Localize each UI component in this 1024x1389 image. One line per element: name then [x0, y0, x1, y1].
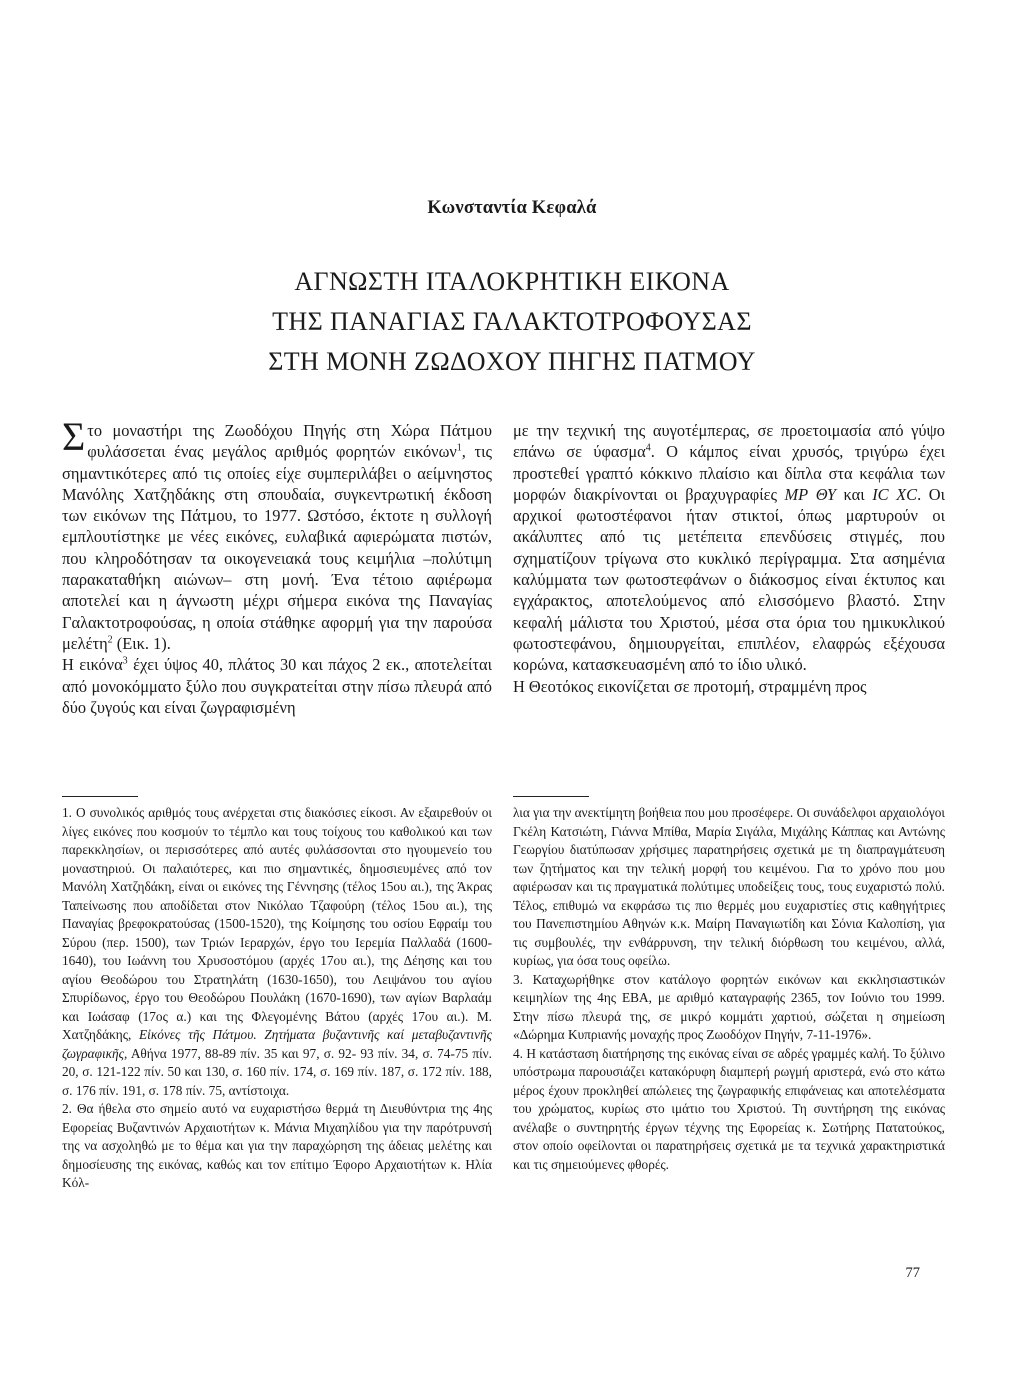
body-text: , τις σημαντικότερες από τις οποίες είχε συμπεριλάβει ο αείμνηστος Μανόλης Χατζηδάκης στη σπουδαία, συγκεντρωτική έκδοση των εικόνων της Πάτμου, το 1977. Ωστόσο, έκτοτε η συλλογή εμπλουτίστηκε με νέες εικόνες, ευλαβικά αφιερώματα πιστών, που κληροδότησαν τα οικογενειακά τους κειμήλια –πολύτιμη παρακαταθήκη αιώνων– στη μονή. Ένα τέτοιο αφιέρωμα αποτελεί και η άγνωστη μέχρι σήμερα εικόνα της Παναγίας Γαλακτοτροφούσας, η οποία στάθηκε αφορμή για την παρούσα μελέτη: [62, 442, 492, 653]
title-line-2: ΤΗΣ ΠΑΝΑΓΙΑΣ ΓΑΛΑΚΤΟΤΡΟΦΟΥΣΑΣ: [272, 307, 752, 336]
body-column-left: [62, 414, 492, 718]
footnote-4: 4. Η κατάσταση διατήρησης της εικόνας είναι σε αδρές γραμμές καλή. Το ξύλινο υπόστρωμα παρουσιάζει κατακόρυφη διαμπερή ρωγμή αριστερά, ενώ στο κάτω μέρος έχουν προκληθεί απώλειες της ζωγραφικής επιφάνειας και αποτελέσματα του χρώματος, κυρίως στο ιμάτιο του Χριστού. Τη συντήρηση της εικόνας ανέλαβε ο συντηρητής έργων τέχνης της Εφορείας κ. Σωτήρης Πατατούκος, στον οποίο οφείλονται οι παρατηρήσεις σχετικά με τα τεχνικά χαρακτηριστικά και τις σημειούμενες φθορές.: [513, 1045, 945, 1172]
body-column-right: [513, 420, 945, 697]
body-text: (Εικ. 1).: [112, 633, 171, 653]
body-text: . Ο κάμπος είναι χρυσός, τριγύρω έχει προστεθεί γραπτό κόκκινο πλαίσιο και δίπλα στα κεφάλια των μορφών διακρίνονται οι βραχυγραφίες: [513, 442, 945, 504]
footnotes-column-left: [62, 804, 492, 1193]
title-line-3: ΣΤΗ ΜΟΝΗ ΖΩΔΟΧΟΥ ΠΗΓΗΣ ΠΑΤΜΟΥ: [268, 347, 756, 376]
body-text: έχει ύψος 40, πλάτος 30 και πάχος 2 εκ., αποτελείται από μονοκόμματο ξύλο που συγκρατείται στην πίσω πλευρά από δύο ζυγούς και είναι ζωγραφισμένη: [62, 655, 492, 717]
body-text: . Οι αρχικοί φωτοστέφανοι ήταν στικτοί, όπως μαρτυρούν οι ακάλυπτες από τις μετέπειτα επενδύσεις στιγμές, που σχηματίζουν τρίγωνα στο κυκλικό περίγραμμα. Στα ασημένια καλύμματα των φωτοστεφάνων ο διάκοσμος είναι έκτυπος και εγχάρακτος, αποτελούμενος από ελισσόμενο βλαστό. Στην κεφαλή μάλιστα του Χριστού, μέσα στα όρια του ημικυκλικού φωτοστεφάνου, δημιουργείται, επιπλέον, ελαφρώς εξέχουσα κορώνα, κατασκευασμένη από το ίδιο υλικό.: [513, 484, 945, 675]
footnote-text: , Αθήνα 1977, 88-89 πίν. 35 και 97, σ. 92- 93 πίν. 34, σ. 74-75 πίν. 20, σ. 121-122 πίν. 50 και 130, σ. 160 πίν. 174, σ. 169 πίν. 187, σ. 172 πίν. 188, σ. 176 πίν. 191, σ. 178 πίν. 75, αντίστοιχα.: [62, 1045, 492, 1098]
footnote-1: [62, 804, 492, 1100]
author-name: Κωνσταντία Κεφαλά: [427, 198, 597, 218]
footnote-rule-right: [513, 796, 589, 797]
footnote-ref-3: 3: [122, 655, 128, 667]
footnotes-column-right: [513, 804, 945, 1174]
footnote-book-title: Εἰκόνες τῆς Πάτμου. Ζητήματα βυζαντινῆς καί μεταβυζαντινῆς ζωγραφικῆς: [62, 1027, 493, 1061]
footnote-text: 1. Ο συνολικός αριθμός τους ανέρχεται στις διακόσιες είκοσι. Αν εξαιρεθούν οι λίγες εικόνες που κοσμούν το τέμπλο και τους τοίχους του καθολικού και των παρεκκλησίων, οι περισσότερες από αυτές φυλάσσονται στο ηγουμενείο του μοναστηριού. Οι παλαιότερες, και πιο σημαντικές, δημοσιευμένες από τον Μανόλη Χατζηδάκη, είναι οι εικόνες της Γέννησης (τέλος 15ου αι.), της Άκρας Ταπείνωσης που αποδίδεται στον Νικόλαο Τζαφούρη (τέλος 15ου αι.), της Παναγίας βρεφοκρατούσας (1500-1520), της Κοίμησης του οσίου Εφραίμ του Σύρου (περ. 1500), των Τριών Ιεραρχών, έργο του Ιερεμία Παλλαδά (1600-1640), του Ιωάννη του Χρυσοστόμου (αρχές 17ου αι.), της Δέησης και του αγίου Θεοδώρου του Στρατηλάτη (1630-1650), του Λειψάνου του αγίου Σπυρίδωνος, έργο του Θεοδώρου Πουλάκη (1670-1690), των αγίων Βαρλαάμ και Ιωάσαφ (17ος α.) και της Φλεγομένης Βάτου (αρχές 17ου αι.). Μ. Χατζηδάκης,: [62, 805, 492, 1042]
abbreviation-mr-thy: ΜΡ ΘΥ: [784, 484, 837, 504]
drop-cap: Σ: [62, 414, 86, 459]
footnote-2: 2. Θα ήθελα στο σημείο αυτό να ευχαριστήσω θερμά τη Διευθύντρια της 4ης Εφορείας Βυζαντινών Αρχαιοτήτων κ. Μάνια Μιχαηλίδου για την παρότρυνσή της να ασχοληθώ με το θέμα και για την παραχώρηση της άδειας μελέτης και δημοσίευσης της εικόνας, καθώς και τον επίτιμο Έφορο Αρχαιοτήτων κ. Ηλία Κόλ-: [62, 1101, 492, 1190]
page-number: 77: [905, 1265, 920, 1281]
body-text: το μοναστήρι της Ζωοδόχου Πηγής στη Χώρα Πάτμου φυλάσσεται ένας μεγάλος αριθμός φορητών εικόνων: [87, 421, 492, 462]
footnote-2-continued: λια για την ανεκτίμητη βοήθεια που μου προσέφερε. Οι συνάδελφοι αρχαιολόγοι Γκέλη Κατσιώτη, Γιάννα Μπίθα, Μαρία Σιγάλα, Μιχάλης Κάππας και Αντώνης Γεωργίου διατύπωσαν χρήσιμες παρατηρήσεις σχετικά με τη διαπραγμάτευση των ζητήματος και την τελική μορφή του κειμένου. Για το χρόνο που μου αφιέρωσαν και τις πραγματικά πολύτιμες υποδείξεις τους, τους ευχαριστώ πολύ. Τέλος, επιθυμώ να εκφράσω τις πιο θερμές μου ευχαριστίες στις καθηγήτριες του Πανεπιστημίου Αθηνών κ.κ. Μαίρη Παναγιωτίδη και Σόνια Καλοπίση, για τις συμβουλές, την ενθάρρυνση, την τελική διόρθωση του κειμένου, αλλά, κυρίως, για όσα τους οφείλω.: [513, 805, 945, 968]
body-text: Η εικόνα: [62, 655, 123, 675]
body-text: και: [836, 484, 873, 504]
footnote-3: 3. Καταχωρήθηκε στον κατάλογο φορητών εικόνων και εκκλησιαστικών κειμηλίων της 4ης ΕΒΑ, με αριθμό καταγραφής 2365, τον Ιούνιο του 1999. Στην πίσω πλευρά της, σε μικρό κομμάτι χαρτιού, σώζεται η σημείωση «Δώρημα Κυπριανής μοναχής προς Ζωοδόχον Πηγήν, 7-11-1976».: [513, 971, 945, 1042]
footnote-ref-2: 2: [107, 634, 113, 646]
title-line-1: ΑΓΝΩΣΤΗ ΙΤΑΛΟΚΡΗΤΙΚΗ ΕΙΚΟΝΑ: [294, 267, 730, 296]
body-paragraph-1: [62, 414, 492, 654]
footnote-rule-left: [62, 796, 138, 797]
footnote-ref-1: 1: [456, 442, 462, 454]
body-paragraph-3: [513, 420, 945, 676]
body-text: με την τεχνική της αυγοτέμπερας, σε προετοιμασία από γύψο επάνω σε ύφασμα: [513, 421, 945, 462]
article-title: [0, 262, 1024, 382]
body-paragraph-4: Η Θεοτόκος εικονίζεται σε προτομή, στραμμένη προς: [513, 676, 867, 696]
body-paragraph-2: [62, 654, 492, 718]
abbreviation-ic-xc: IC XC: [872, 484, 918, 504]
footnote-ref-4: 4: [645, 442, 651, 454]
